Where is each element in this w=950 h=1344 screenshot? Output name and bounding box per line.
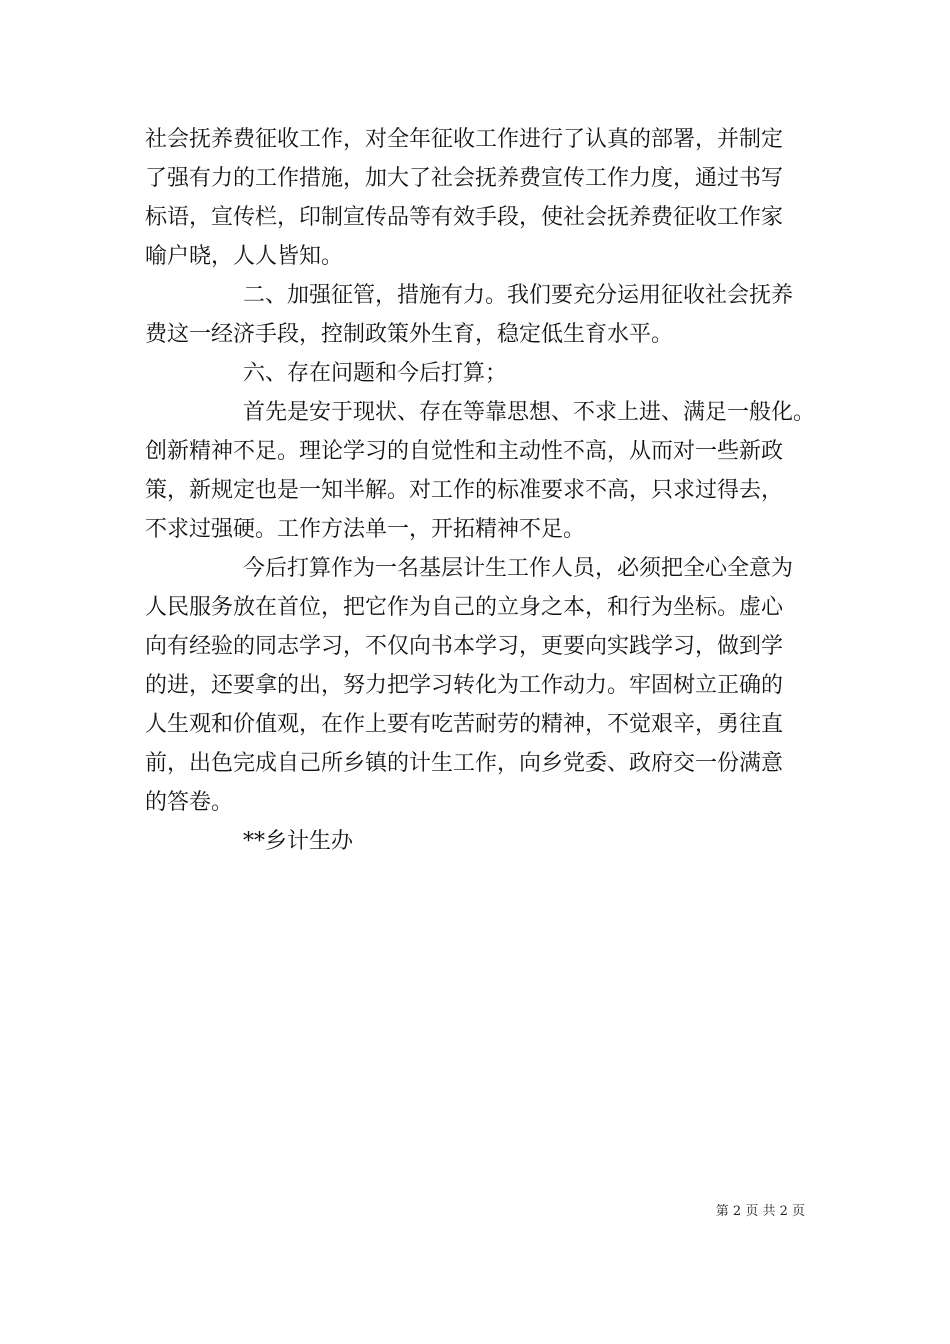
paragraph-line: 不求过强硬。工作方法单一，开拓精神不足。 [145,517,586,542]
paragraph-line: 的答卷。 [145,790,234,815]
paragraph-line: 前，出色完成自己所乡镇的计生工作，向乡党委、政府交一份满意 [145,751,784,776]
page-number-footer: 第 2 页 共 2 页 [715,1204,805,1219]
section-heading: 六、存在问题和今后打算； [243,361,508,386]
paragraph-line: 首先是安于现状、存在等靠思想、不求上进、满足一般化。 [243,400,816,425]
paragraph-line: 人生观和价值观，在作上要有吃苦耐劳的精神，不觉艰辛，勇往直 [145,712,784,737]
paragraph-line: 的进，还要拿的出，努力把学习转化为工作动力。牢固树立正确的 [145,673,784,698]
paragraph-line: 标语，宣传栏，印制宣传品等有效手段，使社会抚养费征收工作家 [145,205,784,230]
paragraph-line: 社会抚养费征收工作，对全年征收工作进行了认真的部署，并制定 [145,127,784,152]
paragraph-line: 人民服务放在首位，把它作为自己的立身之本，和行为坐标。虚心 [145,595,784,620]
paragraph-line: 二、加强征管，措施有力。我们要充分运用征收社会抚养 [243,283,794,308]
paragraph-line: 喻户晓，人人皆知。 [145,244,344,269]
paragraph-line: 费这一经济手段，控制政策外生育，稳定低生育水平。 [145,322,674,347]
paragraph-line: 策，新规定也是一知半解。对工作的标准要求不高，只求过得去， [145,478,784,503]
paragraph-line: 今后打算作为一名基层计生工作人员，必须把全心全意为 [243,556,794,581]
signature: **乡计生办 [243,829,354,854]
paragraph-line: 了强有力的工作措施，加大了社会抚养费宣传工作力度，通过书写 [145,166,784,191]
document-body [145,120,816,861]
paragraph-line: 向有经验的同志学习，不仅向书本学习，更要向实践学习，做到学 [145,634,784,659]
paragraph-line: 创新精神不足。理论学习的自觉性和主动性不高，从而对一些新政 [145,439,784,464]
